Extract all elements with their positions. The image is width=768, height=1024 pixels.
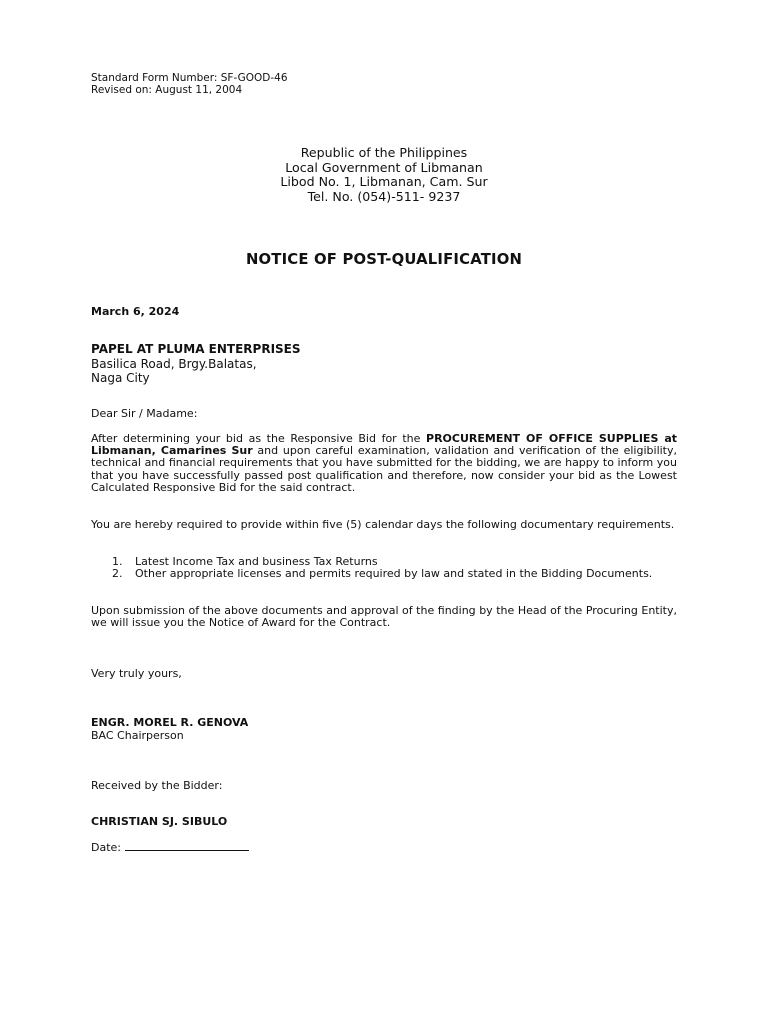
- letterhead-line-2: Local Government of Libmanan: [285, 159, 483, 175]
- letterhead-line-3: Libod No. 1, Libmanan, Cam. Sur: [280, 174, 488, 189]
- list-item-number: 2.: [112, 567, 123, 581]
- signatory-name: ENGR. MOREL R. GENOVA: [91, 716, 249, 729]
- body-paragraph-3: Upon submission of the above documents and approval of the finding by the Head of the Procuring Entity, we will issue you the Notice of Award for the Contract.: [91, 604, 677, 630]
- addressee-address-line-2: Naga City: [91, 371, 150, 385]
- list-item: [112, 568, 677, 580]
- paragraph-1-rest: and upon careful examination, validation and verification of the eligibility, technical and financial requirements that you have submitted for the bidding, we are happy to inform you that you have successfully passed post qualification and therefore, now consider your bid as the Lowest Calculated Responsive Bid for the said contract.: [91, 444, 677, 494]
- addressee-address-line-1: Basilica Road, Brgy.Balatas,: [91, 356, 257, 371]
- addressee-block: [91, 342, 301, 386]
- body-paragraph-2: You are hereby required to provide within five (5) calendar days the following documentary requirements.: [91, 518, 675, 531]
- date-signature-line: [91, 839, 249, 854]
- date-label: Date:: [91, 841, 121, 854]
- salutation: Dear Sir / Madame:: [91, 407, 198, 420]
- date-blank-line: [125, 839, 249, 851]
- document-title: NOTICE OF POST-QUALIFICATION: [245, 251, 523, 268]
- paragraph-1-intro: After determining your bid as the Responsive Bid for the: [91, 432, 427, 445]
- requirements-list: [112, 556, 677, 580]
- addressee-name: PAPEL AT PLUMA ENTERPRISES: [91, 342, 301, 356]
- signatory-position: BAC Chairperson: [91, 729, 184, 742]
- letterhead-line-1: Republic of the Philippines: [300, 145, 468, 160]
- project-name: PROCUREMENT OF OFFICE SUPPLIES at Libmanan, Camarines Sur: [91, 432, 678, 458]
- letterhead: [0, 146, 768, 204]
- closing: Very truly yours,: [91, 667, 182, 680]
- bidder-name: CHRISTIAN SJ. SIBULO: [91, 815, 228, 828]
- list-item-number: 1.: [112, 555, 123, 568]
- form-number: Standard Form Number: SF-GOOD-46: [91, 72, 288, 84]
- signatory-block: [91, 716, 248, 742]
- letter-date: March 6, 2024: [91, 305, 180, 318]
- list-item-text: Other appropriate licenses and permits required by law and stated in the Bidding Documents.: [135, 567, 653, 581]
- letterhead-line-4: Tel. No. (054)-511- 9237: [307, 188, 461, 204]
- list-item-text: Latest Income Tax and business Tax Returns: [135, 555, 378, 568]
- received-by-label: Received by the Bidder:: [91, 779, 223, 792]
- body-paragraph-1: [91, 433, 677, 494]
- form-metadata: [91, 72, 288, 96]
- form-revised-date: Revised on: August 11, 2004: [91, 84, 243, 96]
